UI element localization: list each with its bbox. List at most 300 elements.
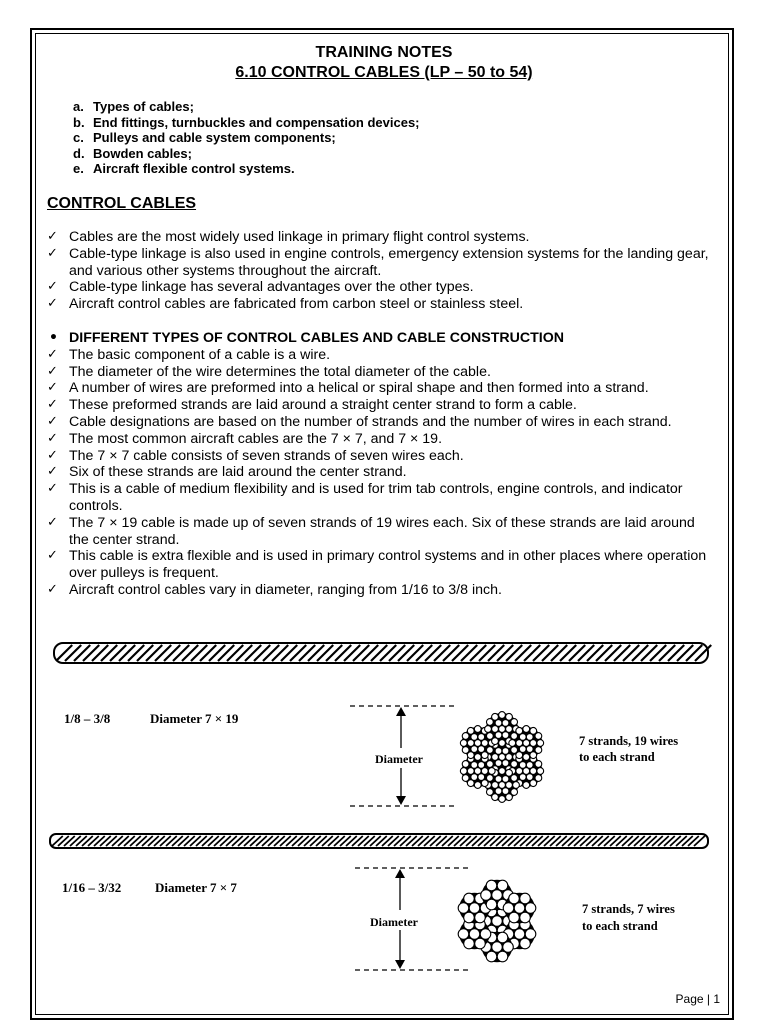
wire [488,768,495,775]
strand-twist [94,836,105,846]
cable-7x7-caption-line1: 7 strands, 7 wires [582,902,675,916]
wire [509,740,516,747]
strand-twist [56,645,72,661]
strand-twist [184,836,195,846]
strand-twist [326,645,342,661]
subheading-text: DIFFERENT TYPES OF CONTROL CABLES AND CABLE CONSTRUCTION [69,330,564,346]
wire [464,938,475,949]
strand-twist [64,836,75,846]
strand-twist [682,836,693,846]
strand-twist [490,836,501,846]
strand-twist [236,645,252,661]
strand-twist [353,645,369,661]
list-item-text: The basic component of a cable is a wire. [69,346,331,363]
strand-twist [616,836,627,846]
list-item-text: Aircraft control cables are fabricated from carbon steel or stainless steel. [69,296,524,313]
strand-twist [506,645,522,661]
cable-7x7-dimension-label: Diameter [370,915,418,929]
strand-twist [520,836,531,846]
strand-twist [316,836,327,846]
wire [474,754,481,761]
strand-twist [406,836,417,846]
wire [469,903,480,914]
strand-twist [178,836,189,846]
topic-marker: e. [73,161,84,176]
wire [499,712,506,719]
strand-twist [394,836,405,846]
checkmark-icon: ✓ [47,397,58,413]
strand-twist [659,645,675,661]
strand-twist [407,645,423,661]
strand-twist [452,645,468,661]
document-title: TRAINING NOTES [315,44,453,61]
strand-twist [569,645,585,661]
strand-twist [668,645,684,661]
strand-twist [676,836,687,846]
strand-twist [322,836,333,846]
strand-twist [640,836,651,846]
wire [514,929,525,940]
strand-twist [587,645,603,661]
strand-twist [526,836,537,846]
wire [460,740,467,747]
strand-twist [358,836,369,846]
strand-twist [524,645,540,661]
strand-twist [218,645,234,661]
strand-twist [280,836,291,846]
strand-twist [418,836,429,846]
strand-twist [460,836,471,846]
strand-twist [208,836,219,846]
list-item-text: The most common aircraft cables are the 7 × 7, and 7 × 19. [69,430,443,447]
wire [514,903,525,914]
strand-twist [578,645,594,661]
strand-twist [118,836,129,846]
wire [499,768,506,775]
wire [520,893,531,904]
strand-twist [292,836,303,846]
list-item-text: The diameter of the wire determines the total diameter of the cable. [69,363,491,380]
topic-marker: c. [73,130,84,145]
strand-twist [605,645,621,661]
document-subtitle: 6.10 CONTROL CABLES (LP – 50 to 54) [235,64,533,81]
wire [475,912,486,923]
strand-twist [542,645,558,661]
strand-twist [628,836,639,846]
strand-twist [466,836,477,846]
strand-twist [371,645,387,661]
checkmark-icon: ✓ [47,346,58,362]
wire [537,740,544,747]
page-number: Page | 1 [675,992,720,1006]
checkmark-icon: ✓ [47,279,58,295]
cable-7x7-caption-line2: to each strand [582,919,658,933]
strand-twist [182,645,198,661]
strand-twist [454,836,465,846]
checkmark-icon: ✓ [47,464,58,480]
wire [537,768,544,775]
strand-twist [173,645,189,661]
wire [460,768,467,775]
strand-twist [227,645,243,661]
wire [458,929,469,940]
wire [464,893,475,904]
wire [520,938,531,949]
strand-twist [142,836,153,846]
wire [525,903,536,914]
strand-twist [580,836,591,846]
strand-twist [136,836,147,846]
list-item-text: Six of these strands are laid around the center strand. [69,464,407,481]
strand-twist [664,836,675,846]
strand-twist [202,836,213,846]
strand-twist [83,645,99,661]
wire [511,719,518,726]
cable-7x7-cross-section [458,880,536,963]
wire [525,929,536,940]
strand-twist [596,645,612,661]
strand-twist [443,645,459,661]
wire [486,880,497,891]
strand-twist [272,645,288,661]
strand-twist [388,836,399,846]
strand-twist [550,836,561,846]
wire [467,727,474,734]
strand-twist [346,836,357,846]
strand-twist [479,645,495,661]
strand-twist [538,836,549,846]
strand-twist [533,645,549,661]
wire [474,726,481,733]
checkmark-icon: ✓ [47,296,58,312]
list-item-text: Cable-type linkage is also used in engine controls, emergency extension systems for the landing gear, and various other systems throughout the aircraft. [69,245,709,279]
strand-twist [344,645,360,661]
wire [458,903,469,914]
strand-twist [364,836,375,846]
list-item-text: The 7 × 7 cable consists of seven strands of seven wires each. [69,447,464,464]
strand-twist [382,836,393,846]
strand-twist [190,836,201,846]
strand-twist [370,836,381,846]
wire [511,747,518,754]
wire [509,912,520,923]
cable-7x19-designation: Diameter 7 × 19 [150,711,239,726]
strand-twist [106,836,117,846]
topic-text: Types of cables; [93,99,194,114]
cable-7x19-size-range: 1/8 – 3/8 [64,711,111,726]
strand-twist [304,836,315,846]
wire [475,938,486,949]
list-item-text: A number of wires are preformed into a helical or spiral shape and then formed into a strand. [69,380,649,397]
strand-twist [614,645,630,661]
strand-twist [88,836,99,846]
strand-twist [652,836,663,846]
strand-twist [430,836,441,846]
strand-twist [514,836,525,846]
checkmark-icon: ✓ [47,413,58,429]
wire [486,761,493,768]
wire [492,713,499,720]
strand-twist [632,645,648,661]
strand-twist [119,645,135,661]
wire [516,727,523,734]
strand-twist [110,645,126,661]
wire [530,780,537,787]
topic-marker: b. [73,114,85,130]
strand-twist [244,836,255,846]
strand-twist [164,645,180,661]
strand-twist [551,645,567,661]
strand-twist [250,836,261,846]
strand-twist [317,645,333,661]
strand-twist [508,836,519,846]
wire [474,782,481,789]
strand-twist [58,836,69,846]
wire [535,733,542,740]
wire [520,912,531,923]
wire [486,789,493,796]
strand-twist [425,645,441,661]
strand-twist [124,836,135,846]
cable-7x19-caption-line1: 7 strands, 19 wires [579,734,679,748]
wire [481,890,492,901]
wire [480,929,491,940]
strand-twist [172,836,183,846]
strand-twist [389,645,405,661]
strand-twist [646,836,657,846]
wire [492,890,503,901]
strand-twist [310,836,321,846]
checkmark-icon: ✓ [47,229,58,244]
strand-twist [362,645,378,661]
strand-twist [436,836,447,846]
strand-twist [686,645,702,661]
topic-text: Bowden cables; [93,145,192,161]
strand-twist [434,645,450,661]
wire [535,761,542,768]
cable-7x7-designation: Diameter 7 × 7 [155,880,237,895]
list-item-text: Cable designations are based on the number of strands and the number of wires in each strand. [69,413,672,430]
strand-twist [448,836,459,846]
wire [506,794,513,801]
checkmark-icon: ✓ [47,380,58,396]
strand-twist [442,836,453,846]
strand-twist [308,645,324,661]
strand-twist [299,645,315,661]
strand-twist [650,645,666,661]
strand-twist [100,836,111,846]
wire [499,740,506,747]
strand-twist [148,836,159,846]
strand-twist [82,836,93,846]
strand-twist [376,836,387,846]
strand-twist [496,836,507,846]
cable-7x19-cross-section [460,712,543,803]
cable-7x19-caption-line2: to each strand [579,750,655,764]
strand-twist [298,836,309,846]
strand-twist [688,836,699,846]
checkmark-icon: ✓ [47,447,58,463]
strand-twist [274,836,285,846]
topic-text: Pulleys and cable system components; [93,130,336,145]
strand-twist [532,836,543,846]
strand-twist [137,645,153,661]
strand-twist [130,836,141,846]
strand-twist [290,645,306,661]
strand-twist [328,836,339,846]
list-item-text: This is a cable of medium flexibility and is used for trim tab controls, engine controls, and indicator controls. [69,481,683,514]
list-item-text: Aircraft control cables vary in diameter, ranging from 1/16 to 3/8 inch. [69,581,502,598]
topic-marker: d. [73,145,85,161]
strand-twist [544,836,555,846]
strand-twist [334,836,345,846]
strand-twist [478,836,489,846]
strand-twist [610,836,621,846]
wire [486,899,497,910]
wire [509,893,520,904]
strand-twist [623,645,639,661]
strand-twist [398,645,414,661]
wire [523,726,530,733]
wire [497,880,508,891]
strand-twist [76,836,87,846]
cable-7x19-illustration [54,643,711,663]
strand-twist [470,645,486,661]
list-item-text: The 7 × 19 cable is made up of seven strands of 19 wires each. Six of these strands are laid around the center strand. [69,514,695,548]
strand-twist [226,836,237,846]
strand-twist [472,836,483,846]
strand-twist [416,645,432,661]
cable-7x19-dimension-label: Diameter [375,752,423,766]
wire [492,942,503,953]
strand-twist [515,645,531,661]
strand-twist [92,645,108,661]
wire [503,942,514,953]
wire [481,780,488,787]
topic-text: End fittings, turnbuckles and compensation devices; [93,114,420,130]
strand-twist [670,836,681,846]
strand-twist [155,645,171,661]
checkmark-icon: ✓ [47,514,58,530]
strand-twist [154,836,165,846]
strand-twist [112,836,123,846]
wire [499,796,506,803]
list-item-text: This cable is extra flexible and is used in primary control systems and in other places where operation over pulleys is frequent. [69,548,707,582]
strand-twist [677,645,693,661]
wire [464,912,475,923]
strand-twist [586,836,597,846]
strand-twist [502,836,513,846]
bullet-icon: • [49,330,58,346]
wire [523,782,530,789]
strand-twist [65,645,81,661]
checkmark-icon: ✓ [47,430,58,446]
wire [492,916,503,927]
strand-twist [641,645,657,661]
wire [462,747,469,754]
strand-twist [232,836,243,846]
strand-twist [497,645,513,661]
strand-twist [380,645,396,661]
strand-twist [128,645,144,661]
wire [523,754,530,761]
strand-twist [146,645,162,661]
wire [511,775,518,782]
strand-twist [556,836,567,846]
wire [530,752,537,759]
cable-7x7-illustration [50,834,708,848]
strand-twist [52,836,63,846]
checkmark-icon: ✓ [47,363,58,379]
strand-twist [424,836,435,846]
strand-twist [268,836,279,846]
strand-twist [166,836,177,846]
cable-7x7-size-range: 1/16 – 3/32 [62,880,122,895]
strand-twist [254,645,270,661]
strand-twist [191,645,207,661]
strand-twist [263,645,279,661]
wire [497,951,508,962]
strand-twist [694,836,705,846]
wire [513,782,520,789]
strand-twist [562,836,573,846]
strand-twist [634,836,645,846]
checkmark-icon: ✓ [47,481,58,497]
wire [481,752,488,759]
strand-twist [200,645,216,661]
checkmark-icon: ✓ [47,548,58,564]
strand-twist [622,836,633,846]
strand-twist [598,836,609,846]
strand-twist [560,645,576,661]
strand-twist [400,836,411,846]
wire [486,733,493,740]
strand-twist [238,836,249,846]
strand-twist [220,836,231,846]
strand-twist [335,645,351,661]
strand-twist [658,836,669,846]
wire [503,903,514,914]
strand-twist [196,836,207,846]
strand-twist [70,836,81,846]
strand-twist [352,836,363,846]
strand-twist [592,836,603,846]
topic-marker: a. [73,99,84,114]
section-heading: CONTROL CABLES [47,195,197,212]
strand-twist [461,645,477,661]
wire [485,726,492,733]
strand-twist [160,836,171,846]
wire [486,951,497,962]
strand-twist [340,836,351,846]
strand-twist [256,836,267,846]
strand-twist [74,645,90,661]
list-item-text: Cable-type linkage has several advantages over the other types. [69,279,474,296]
strand-twist [209,645,225,661]
strand-twist [412,836,423,846]
strand-twist [245,645,261,661]
strand-twist [484,836,495,846]
wire [462,775,469,782]
strand-twist [568,836,579,846]
checkmark-icon: ✓ [47,581,58,597]
wire [497,932,508,943]
strand-twist [604,836,615,846]
strand-twist [488,645,504,661]
strand-twist [574,836,585,846]
topic-text: Aircraft flexible control systems. [93,161,295,176]
strand-twist [281,645,297,661]
